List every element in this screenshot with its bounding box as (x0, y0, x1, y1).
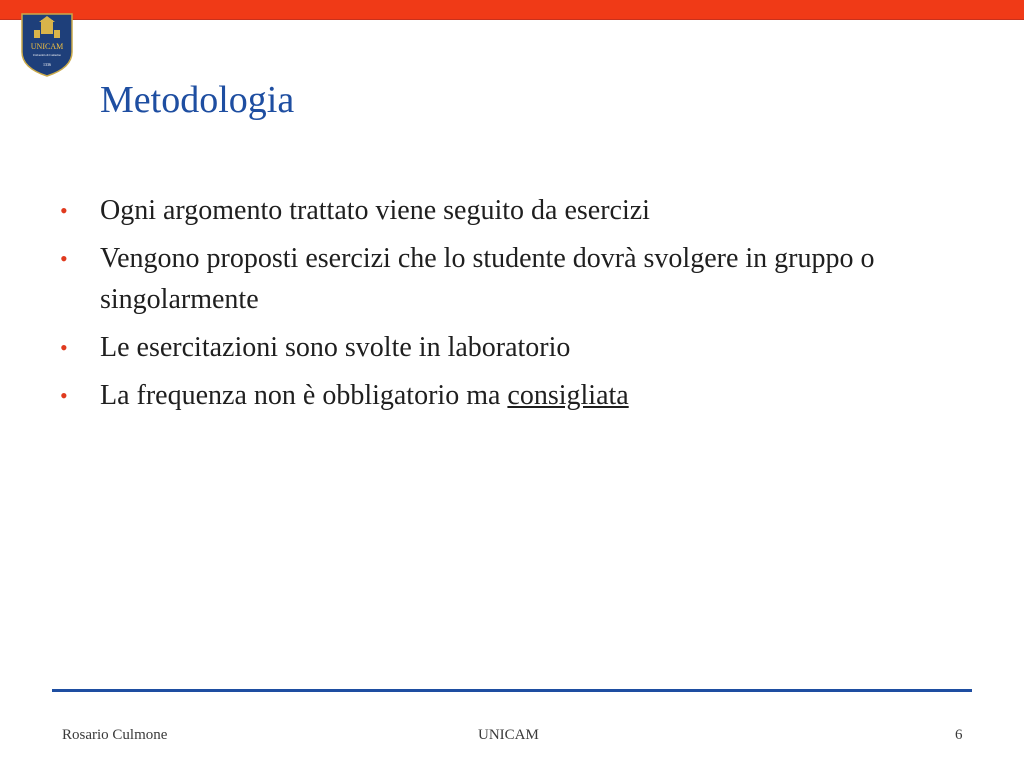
bullet-item (60, 327, 920, 368)
bullet-item (60, 190, 920, 231)
slide-title: Metodologia (100, 79, 295, 121)
footer-author: Rosario Culmone (62, 727, 168, 743)
footer-page-number: 6 (955, 727, 963, 743)
bullet-point-icon: • (60, 383, 68, 408)
bullet-item (60, 238, 920, 320)
footer-divider (52, 689, 972, 692)
bullet-point-icon: • (60, 335, 68, 360)
top-accent-bar (0, 0, 1024, 20)
logo-text: UNICAM (30, 42, 64, 51)
bullet-item (60, 375, 920, 416)
bullet-text: Ogni argomento trattato viene seguito da esercizi (100, 195, 650, 226)
unicam-crest-icon (20, 12, 74, 78)
unicam-logo (20, 12, 74, 78)
footer-institution: UNICAM (478, 727, 539, 743)
bullet-point-icon: • (60, 198, 68, 223)
logo-subtext: Università di Camerino (32, 53, 62, 57)
bullet-text: Le esercitazioni sono svolte in laboratorio (100, 332, 571, 363)
logo-year: 1336 (43, 62, 51, 67)
bullet-text: Vengono proposti esercizi che lo studente dovrà svolgere in gruppo o singolarmente (100, 243, 875, 315)
bullet-point-icon: • (60, 246, 68, 271)
underlined-word: consigliata (507, 380, 629, 411)
bullet-list (60, 190, 920, 423)
bullet-text: La frequenza non è obbligatorio ma (100, 380, 508, 411)
